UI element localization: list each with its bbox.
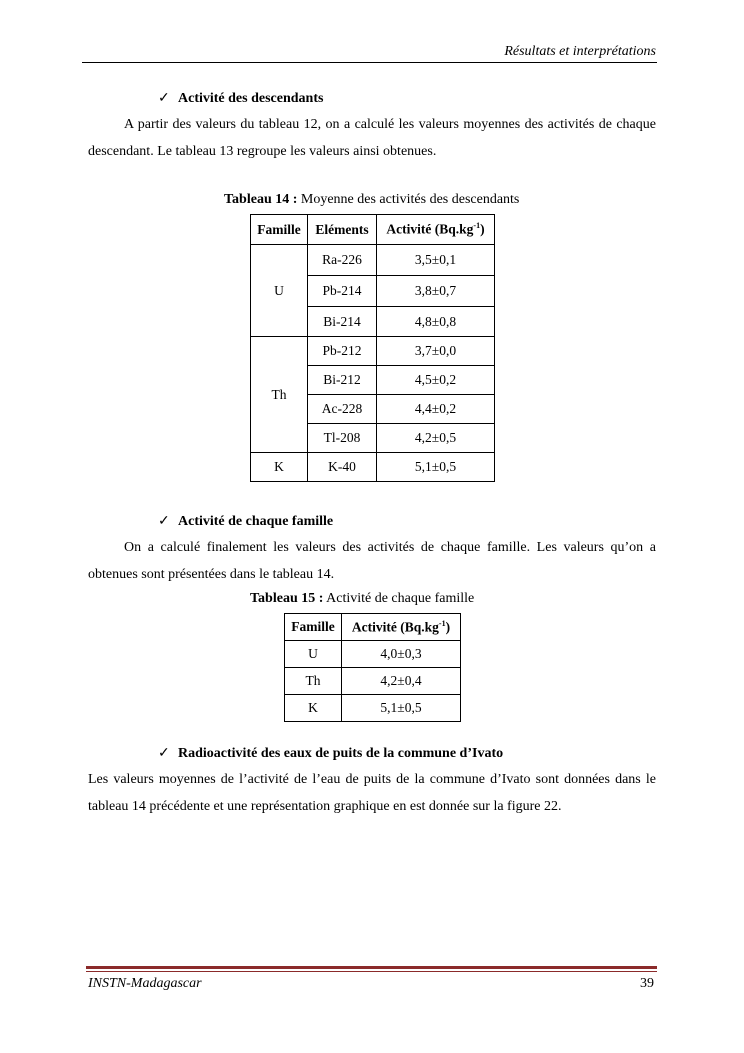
checkmark-icon: ✓ xyxy=(158,514,170,529)
heading-text: Activité de chaque famille xyxy=(178,514,334,529)
paragraph-famille xyxy=(88,534,656,588)
table-row xyxy=(285,641,461,668)
activity-cell: 3,8±0,7 xyxy=(377,276,495,307)
activity-cell: 3,7±0,0 xyxy=(377,337,495,366)
heading-text: Activité des descendants xyxy=(178,91,324,106)
element-cell: Bi-214 xyxy=(308,307,377,337)
table15 xyxy=(284,613,461,722)
header-elements: Eléments xyxy=(308,215,377,245)
footer-rule-thin xyxy=(86,971,657,972)
table-row xyxy=(285,668,461,695)
activity-cell: 5,1±0,5 xyxy=(342,695,461,722)
page-number: 39 xyxy=(640,976,654,991)
activity-cell: 4,2±0,4 xyxy=(342,668,461,695)
footer-rule-thick xyxy=(86,966,657,969)
header-rule xyxy=(82,62,657,63)
header-activite: Activité $(Bq.kg^{-1})$ xyxy=(342,614,461,641)
activity-cell: 4,8±0,8 xyxy=(377,307,495,337)
activity-cell: 5,1±0,5 xyxy=(377,453,495,482)
activity-cell: 3,5±0,1 xyxy=(377,245,495,276)
checkmark-icon: ✓ xyxy=(158,746,170,761)
table14 xyxy=(250,214,495,482)
family-cell: K xyxy=(251,453,308,482)
caption-text: Moyenne des activités des descendants xyxy=(297,192,520,207)
heading-text: Radioactivité des eaux de puits de la commune d’Ivato xyxy=(178,746,504,761)
paragraph-text: A partir des valeurs du tableau 12, on a calculé les valeurs moyennes des activités de chaque descendant. Le tableau 13 regroupe les valeurs ainsi obtenues. xyxy=(88,117,656,159)
paragraph-descendants xyxy=(88,111,656,165)
table15-caption xyxy=(250,591,474,607)
header-famille: Famille xyxy=(251,215,308,245)
element-cell: Pb-212 xyxy=(308,337,377,366)
table-row xyxy=(285,695,461,722)
running-header: Résultats et interprétations xyxy=(504,44,656,59)
caption-label: Tableau 14 : xyxy=(224,192,298,207)
activity-cell: 4,4±0,2 xyxy=(377,395,495,424)
element-cell: Pb-214 xyxy=(308,276,377,307)
family-cell: Th xyxy=(251,337,308,453)
checkmark-icon: ✓ xyxy=(158,91,170,106)
paragraph-text: On a calculé finalement les valeurs des activités de chaque famille. Les valeurs qu’on a obtenues sont présentées dans le tableau 14. xyxy=(88,540,656,582)
element-cell: Bi-212 xyxy=(308,366,377,395)
header-famille: Famille xyxy=(285,614,342,641)
element-cell: Ra-226 xyxy=(308,245,377,276)
table14-caption xyxy=(224,192,519,208)
family-cell: K xyxy=(285,695,342,722)
element-cell: K-40 xyxy=(308,453,377,482)
section-heading-famille xyxy=(158,513,333,530)
table-row xyxy=(251,453,495,482)
caption-label: Tableau 15 : xyxy=(250,591,324,606)
table-row xyxy=(251,245,495,276)
section-heading-radioactivite xyxy=(158,745,503,762)
family-cell: U xyxy=(285,641,342,668)
family-cell: U xyxy=(251,245,308,337)
header-activite: Activité $(Bq.kg^{-1})$ xyxy=(377,215,495,245)
activity-cell: 4,0±0,3 xyxy=(342,641,461,668)
footer-institution: INSTN-Madagascar xyxy=(88,976,202,991)
paragraph-radioactivite xyxy=(88,766,656,820)
element-cell: Ac-228 xyxy=(308,395,377,424)
activity-cell: 4,5±0,2 xyxy=(377,366,495,395)
element-cell: Tl-208 xyxy=(308,424,377,453)
paragraph-text: Les valeurs moyennes de l’activité de l’eau de puits de la commune d’Ivato sont données dans le tableau 14 précédente et une représentation graphique en est donnée sur la figure 22. xyxy=(88,772,656,814)
section-heading-descendants xyxy=(158,90,323,107)
caption-text: Activité de chaque famille xyxy=(323,591,475,606)
table-row xyxy=(251,337,495,366)
activity-cell: 4,2±0,5 xyxy=(377,424,495,453)
family-cell: Th xyxy=(285,668,342,695)
